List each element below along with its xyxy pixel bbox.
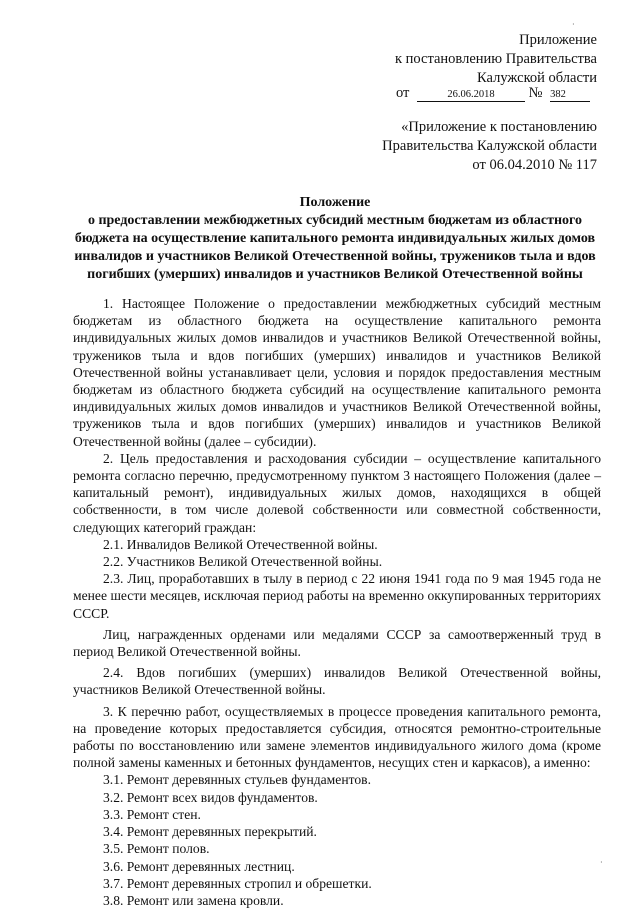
paragraph-3-8: 3.8. Ремонт или замена кровли. — [103, 892, 284, 908]
quote-line-1: «Приложение к постановлению — [401, 119, 597, 135]
document-title — [70, 194, 600, 284]
quote-line-3: от 06.04.2010 № 117 — [472, 157, 597, 173]
title-line-2: бюджета на осуществление капитального ремонта индивидуальных жилых домов — [74, 231, 596, 246]
resolution-date-line — [396, 85, 590, 102]
title-line-4: погибших (умерших) инвалидов и участников Великой Отечественной войны — [87, 267, 583, 282]
paragraph-2-3-awarded: Лиц, награжденных орденами или медалями СССР за самоотверженный труд в период Великой Отечественной войны. — [73, 626, 601, 660]
quote-line-2: Правительства Калужской области — [382, 138, 597, 154]
appendix-header — [395, 31, 597, 88]
resolution-reference: к постановлению Правительства — [395, 51, 597, 67]
paragraph-2-4: 2.4. Вдов погибших (умерших) инвалидов Великой Отечественной войны, участников Великой Отечественной войны. — [73, 665, 601, 698]
appendix-label: Приложение — [519, 32, 597, 48]
paragraph-3-6: 3.6. Ремонт деревянных лестниц. — [103, 858, 295, 874]
paragraph-3-2: 3.2. Ремонт всех видов фундаментов. — [103, 789, 318, 805]
resolution-number: 382 — [550, 89, 590, 102]
title-line-3: инвалидов и участников Великой Отечественной войны, тружеников тыла и вдов — [74, 249, 596, 264]
paragraph-2: 2. Цель предоставления и расходования субсидии – осуществление капитального ремонта согласно перечню, предусмотренному пунктом 3 настоящего Положения (далее – капитальный ремонт), индивидуальных жилых домов, находящихся в общей собственности, в том числе долевой собственности или совместной собственности, следующих категорий граждан: — [73, 450, 601, 535]
from-label: от — [396, 85, 410, 101]
scan-speck: · — [572, 20, 575, 29]
paragraph-3-7: 3.7. Ремонт деревянных стропил и обрешетки. — [103, 875, 372, 891]
paragraph-3-3: 3.3. Ремонт стен. — [103, 806, 201, 822]
paragraph-3: 3. К перечню работ, осуществляемых в процессе проведения капитального ремонта, на проведение которых предоставляется субсидия, относятся ремонтно-строительные работы по восстановлению или замене элементов индивидуального жилого дома (кроме полной замены каменных и бетонных фундаментов, несущих стен и каркасов), а именно: — [73, 703, 601, 771]
title-line-1: о предоставлении межбюджетных субсидий местным бюджетам из областного — [87, 213, 583, 228]
paragraph-2-1: 2.1. Инвалидов Великой Отечественной войны. — [103, 536, 378, 552]
number-label: № — [528, 85, 543, 101]
title-heading: Положение — [299, 195, 371, 210]
paragraph-3-5: 3.5. Ремонт полов. — [103, 841, 210, 857]
paragraph-1: 1. Настоящее Положение о предоставлении межбюджетных субсидий местным бюджетам из областного бюджета на осуществление капитального ремонта индивидуальных жилых домов инвалидов и участников Великой Отечественной войны, тружеников тыла и вдов погибших (умерших) инвалидов и участников Великой Отечественной войны устанавливает цели, условия и порядок предоставления местным бюджетам из областного бюджета субсидий на осуществление капитального ремонта индивидуальных жилых домов инвалидов и участников Великой Отечественной войны, тружеников тыла и вдов погибших (умерших) инвалидов и участников Великой Отечественной войны (далее – субсидии). — [73, 296, 601, 449]
paragraph-2-2: 2.2. Участников Великой Отечественной войны. — [103, 554, 383, 570]
region-name: Калужской области — [477, 70, 597, 86]
paragraph-2-3: 2.3. Лиц, проработавших в тылу в период с 22 июня 1941 года по 9 мая 1945 года не менее шести месяцев, исключая период работы на временно оккупированных территориях СССР. — [73, 571, 601, 621]
resolution-date: 26.06.2018 — [417, 89, 525, 102]
scan-speck: · — [600, 858, 603, 867]
original-appendix-quote — [382, 118, 597, 175]
paragraph-3-1: 3.1. Ремонт деревянных стульев фундаментов. — [103, 772, 371, 788]
document-body — [73, 295, 601, 909]
paragraph-3-4: 3.4. Ремонт деревянных перекрытий. — [103, 824, 317, 840]
